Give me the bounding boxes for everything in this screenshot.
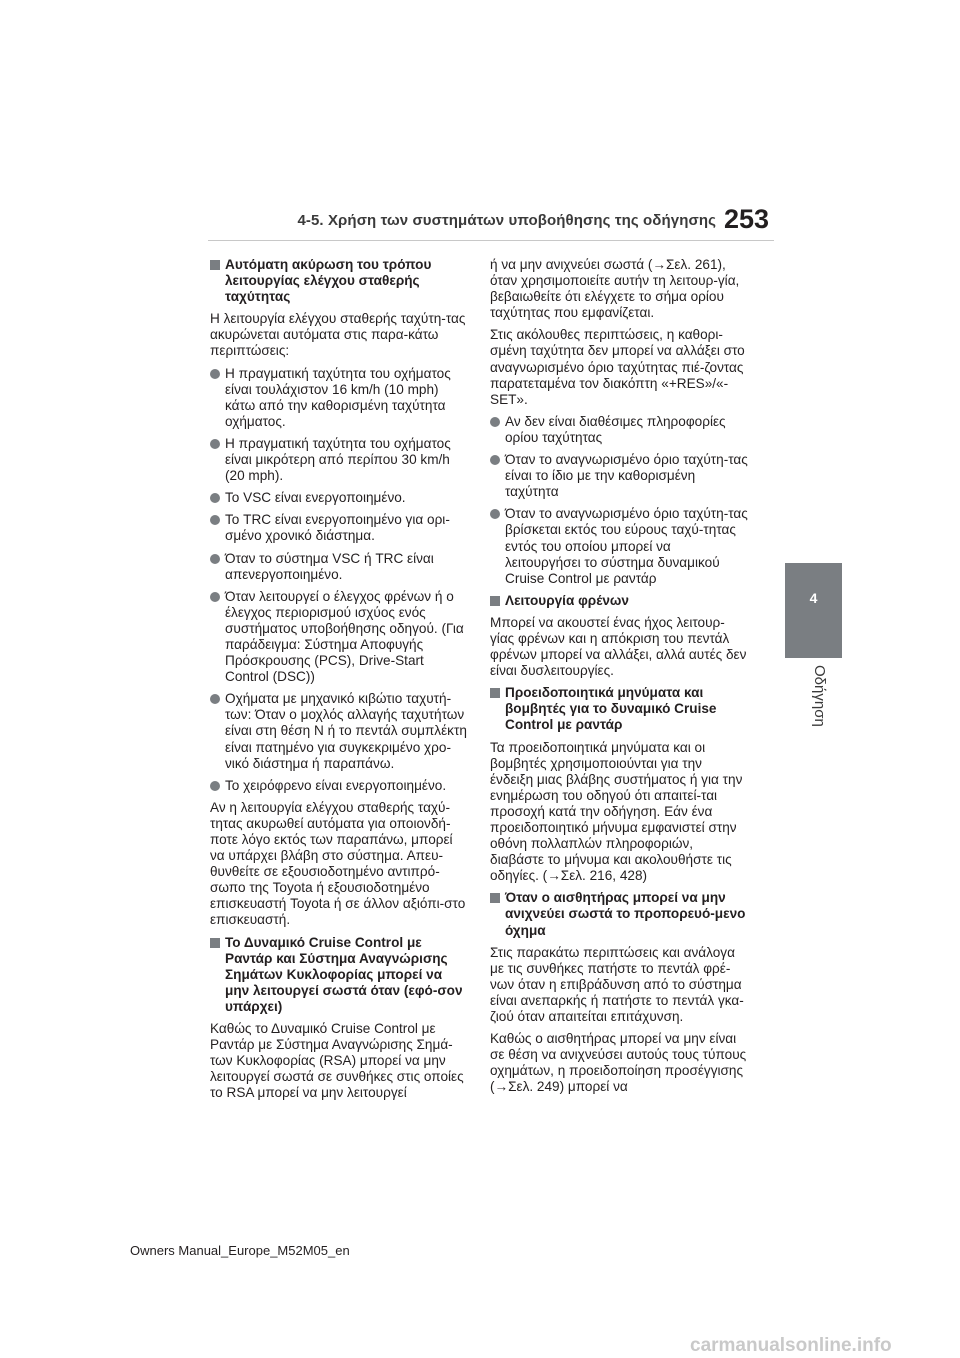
bullet-item (490, 414, 748, 446)
heading-text: Το Δυναμικό Cruise Control με Ραντάρ και Σύστημα Αναγνώρισης Σημάτων Κυκλοφορίας μπορεί να μην λειτουργεί σωστά όταν (εφό-σον υπάρχει) (225, 934, 463, 1014)
bullet-item (210, 691, 468, 771)
square-bullet-icon (490, 688, 500, 698)
section-heading (210, 935, 468, 1015)
section-heading (490, 593, 748, 609)
section-heading (490, 685, 748, 733)
right-column (490, 257, 748, 1102)
bullet-text: Το χειρόφρενο είναι ενεργοποιημένο. (225, 777, 447, 793)
page-number: 253 (724, 204, 770, 234)
heading-text: Προειδοποιητικά μηνύματα και βομβητές για το δυναμικό Cruise Control με ραντάρ (505, 685, 717, 733)
bullet-text: Το TRC είναι ενεργοποιημένο για ορι-σμένο χρονικό διάστημα. (225, 512, 450, 544)
paragraph: Αν η λειτουργία ελέγχου σταθερής ταχύ-τητας ακυρωθεί αυτόματα για οποιονδή-ποτε λόγο εκτός των παραπάνω, μπορεί να υπάρχει βλάβη στο σύστημα. Απευ-θυνθείτε σε εξουσιοδοτημένο αντιπρό-σωπο της Toyota ή εξουσιοδοτημένο επισκευαστή Toyota ή σε άλλον αξιόπι-στο επισκευαστή. (210, 799, 466, 928)
bullet-text: Οχήματα με μηχανικό κιβώτιο ταχυτή-των: Όταν ο μοχλός αλλαγής ταχυτήτων είναι στη θέση N ή το πεντάλ συμπλέκτη είναι πατημένο για συγκεκριμένο χρο-νικό διάστημα ή παραπάνω. (225, 691, 467, 771)
circle-bullet-icon (490, 509, 500, 519)
bullet-item (210, 778, 468, 794)
section-heading (210, 257, 468, 305)
paragraph: Καθώς το Δυναμικό Cruise Control με Ραντάρ με Σύστημα Αναγνώρισης Σημά-των Κυκλοφορίας (RSA) μπορεί να μην λειτουργεί σωστά σε συνθήκες στις οποίες το RSA μπορεί να μην λειτουργεί (210, 1021, 464, 1101)
circle-bullet-icon (210, 694, 220, 704)
bullet-item (490, 506, 748, 586)
bullet-text: Όταν το αναγνωρισμένο όριο ταχύτη-τας είναι το ίδιο με την καθορισμένη ταχύτητα (505, 452, 748, 500)
circle-bullet-icon (490, 417, 500, 427)
bullet-text: Το VSC είναι ενεργοποιημένο. (225, 490, 406, 506)
circle-bullet-icon (210, 439, 220, 449)
bullet-text: Αν δεν είναι διαθέσιμες πληροφορίες ορίου ταχύτητας (505, 413, 726, 445)
left-column (210, 257, 468, 1108)
header-divider (208, 240, 774, 241)
paragraph: Στις ακόλουθες περιπτώσεις, η καθορι-σμένη ταχύτητα δεν μπορεί να αλλάξει στο αναγνωρισμένο όριο ταχύτητας πιέ-ζοντας παρατεταμένα τον διακόπτη «+RES»/«-SET». (490, 327, 745, 407)
section-heading (490, 890, 748, 938)
bullet-text: Όταν το σύστημα VSC ή TRC είναι απενεργοποιημένο. (225, 550, 434, 582)
paragraph: Καθώς ο αισθητήρας μπορεί να μην είναι σε θέση να ανιχνεύσει αυτούς τους τύπους οχημάτων, η προειδοποίηση προσέγγισης (→Σελ. 249) μπορεί να (490, 1031, 747, 1095)
bullet-text: Η πραγματική ταχύτητα του οχήματος είναι μικρότερη από περίπου 30 km/h (20 mph). (225, 435, 451, 484)
watermark: carmanualsonline.info (690, 1335, 892, 1356)
circle-bullet-icon (210, 493, 220, 503)
paragraph: Στις παρακάτω περιπτώσεις και ανάλογα με τις συνθήκες πατήστε το πεντάλ φρέ-νων όταν η επιβράδυνση από το σύστημα είναι ανεπαρκής ή πατήστε το πεντάλ γκα-ζιού όταν απαιτείται επιτάχυνση. (490, 944, 744, 1025)
chapter-tab (785, 563, 842, 658)
square-bullet-icon (490, 893, 500, 903)
heading-text: Αυτόματη ακύρωση του τρόπου λειτουργίας ελέγχου σταθερής ταχύτητας (225, 257, 432, 305)
bullet-item (210, 589, 468, 686)
square-bullet-icon (490, 596, 500, 606)
bullet-item (210, 551, 468, 583)
circle-bullet-icon (210, 781, 220, 791)
circle-bullet-icon (210, 369, 220, 379)
bullet-item (210, 490, 468, 506)
bullet-item (210, 512, 468, 544)
heading-text: Λειτουργία φρένων (505, 592, 629, 608)
chapter-label: Οδήγηση (811, 665, 828, 727)
section-title: 4-5. Χρήση των συστημάτων υποβοήθησης της οδήγησης (297, 212, 716, 229)
bullet-item (210, 366, 468, 430)
paragraph: Η λειτουργία ελέγχου σταθερής ταχύτη-τας ακυρώνεται αυτόματα στις παρα-κάτω περιπτώσεις: (210, 311, 466, 359)
bullet-item (490, 452, 748, 500)
circle-bullet-icon (210, 515, 220, 525)
paragraph: Μπορεί να ακουστεί ένας ήχος λειτουρ-γίας φρένων και η απόκριση του πεντάλ φρένων μπορεί να αλλάξει, αλλά αυτές δεν είναι δυσλειτουργίες. (490, 614, 747, 679)
circle-bullet-icon (490, 455, 500, 465)
paragraph: ή να μην ανιχνεύει σωστά (→Σελ. 261), όταν χρησιμοποιείτε αυτήν τη λειτουρ-γία, βεβαιωθείτε ότι ελέγχετε το σήμα ορίου ταχύτητας που εμφανίζεται. (490, 257, 740, 321)
bullet-item (210, 436, 468, 484)
bullet-text: Η πραγματική ταχύτητα του οχήματος είναι τουλάχιστον 16 km/h (10 mph) κάτω από την καθορισμένη ταχύτητα οχήματος. (225, 365, 451, 429)
square-bullet-icon (210, 260, 220, 270)
paragraph: Τα προειδοποιητικά μηνύματα και οι βομβητές χρησιμοποιούνται για την ένδειξη μιας βλάβης συστήματος ή για την ενημέρωση του οδηγού ότι απαιτεί-ται προσοχή κατά την οδήγηση. Εάν ένα προειδοποιητικό μήνυμα εμφανιστεί στην οθόνη πολλαπλών πληροφοριών, διαβάστε το μήνυμα και ακολουθήστε τις οδηγίες. (→Σελ. 216, 428) (490, 739, 743, 884)
chapter-number: 4 (809, 590, 818, 606)
square-bullet-icon (210, 938, 220, 948)
bullet-text: Όταν λειτουργεί ο έλεγχος φρένων ή ο έλεγχος περιορισμού ισχύος ενός συστήματος υποβοήθησης οδηγού. (Για παράδειγμα: Σύστημα Αποφυγής Πρόσκρουσης (PCS), Drive-Start Control (DSC)) (225, 588, 464, 685)
circle-bullet-icon (210, 554, 220, 564)
footer-text: Owners Manual_Europe_M52M05_en (130, 1243, 350, 1258)
bullet-text: Όταν το αναγνωρισμένο όριο ταχύτη-τας βρίσκεται εκτός του εύρους ταχύ-τητας εντός του οποίου μπορεί να λειτουργήσει το σύστημα δυναμικού Cruise Control με ραντάρ (505, 506, 748, 586)
circle-bullet-icon (210, 592, 220, 602)
heading-text: Όταν ο αισθητήρας μπορεί να μην ανιχνεύει σωστά το προπορευό-μενο όχημα (505, 890, 746, 938)
